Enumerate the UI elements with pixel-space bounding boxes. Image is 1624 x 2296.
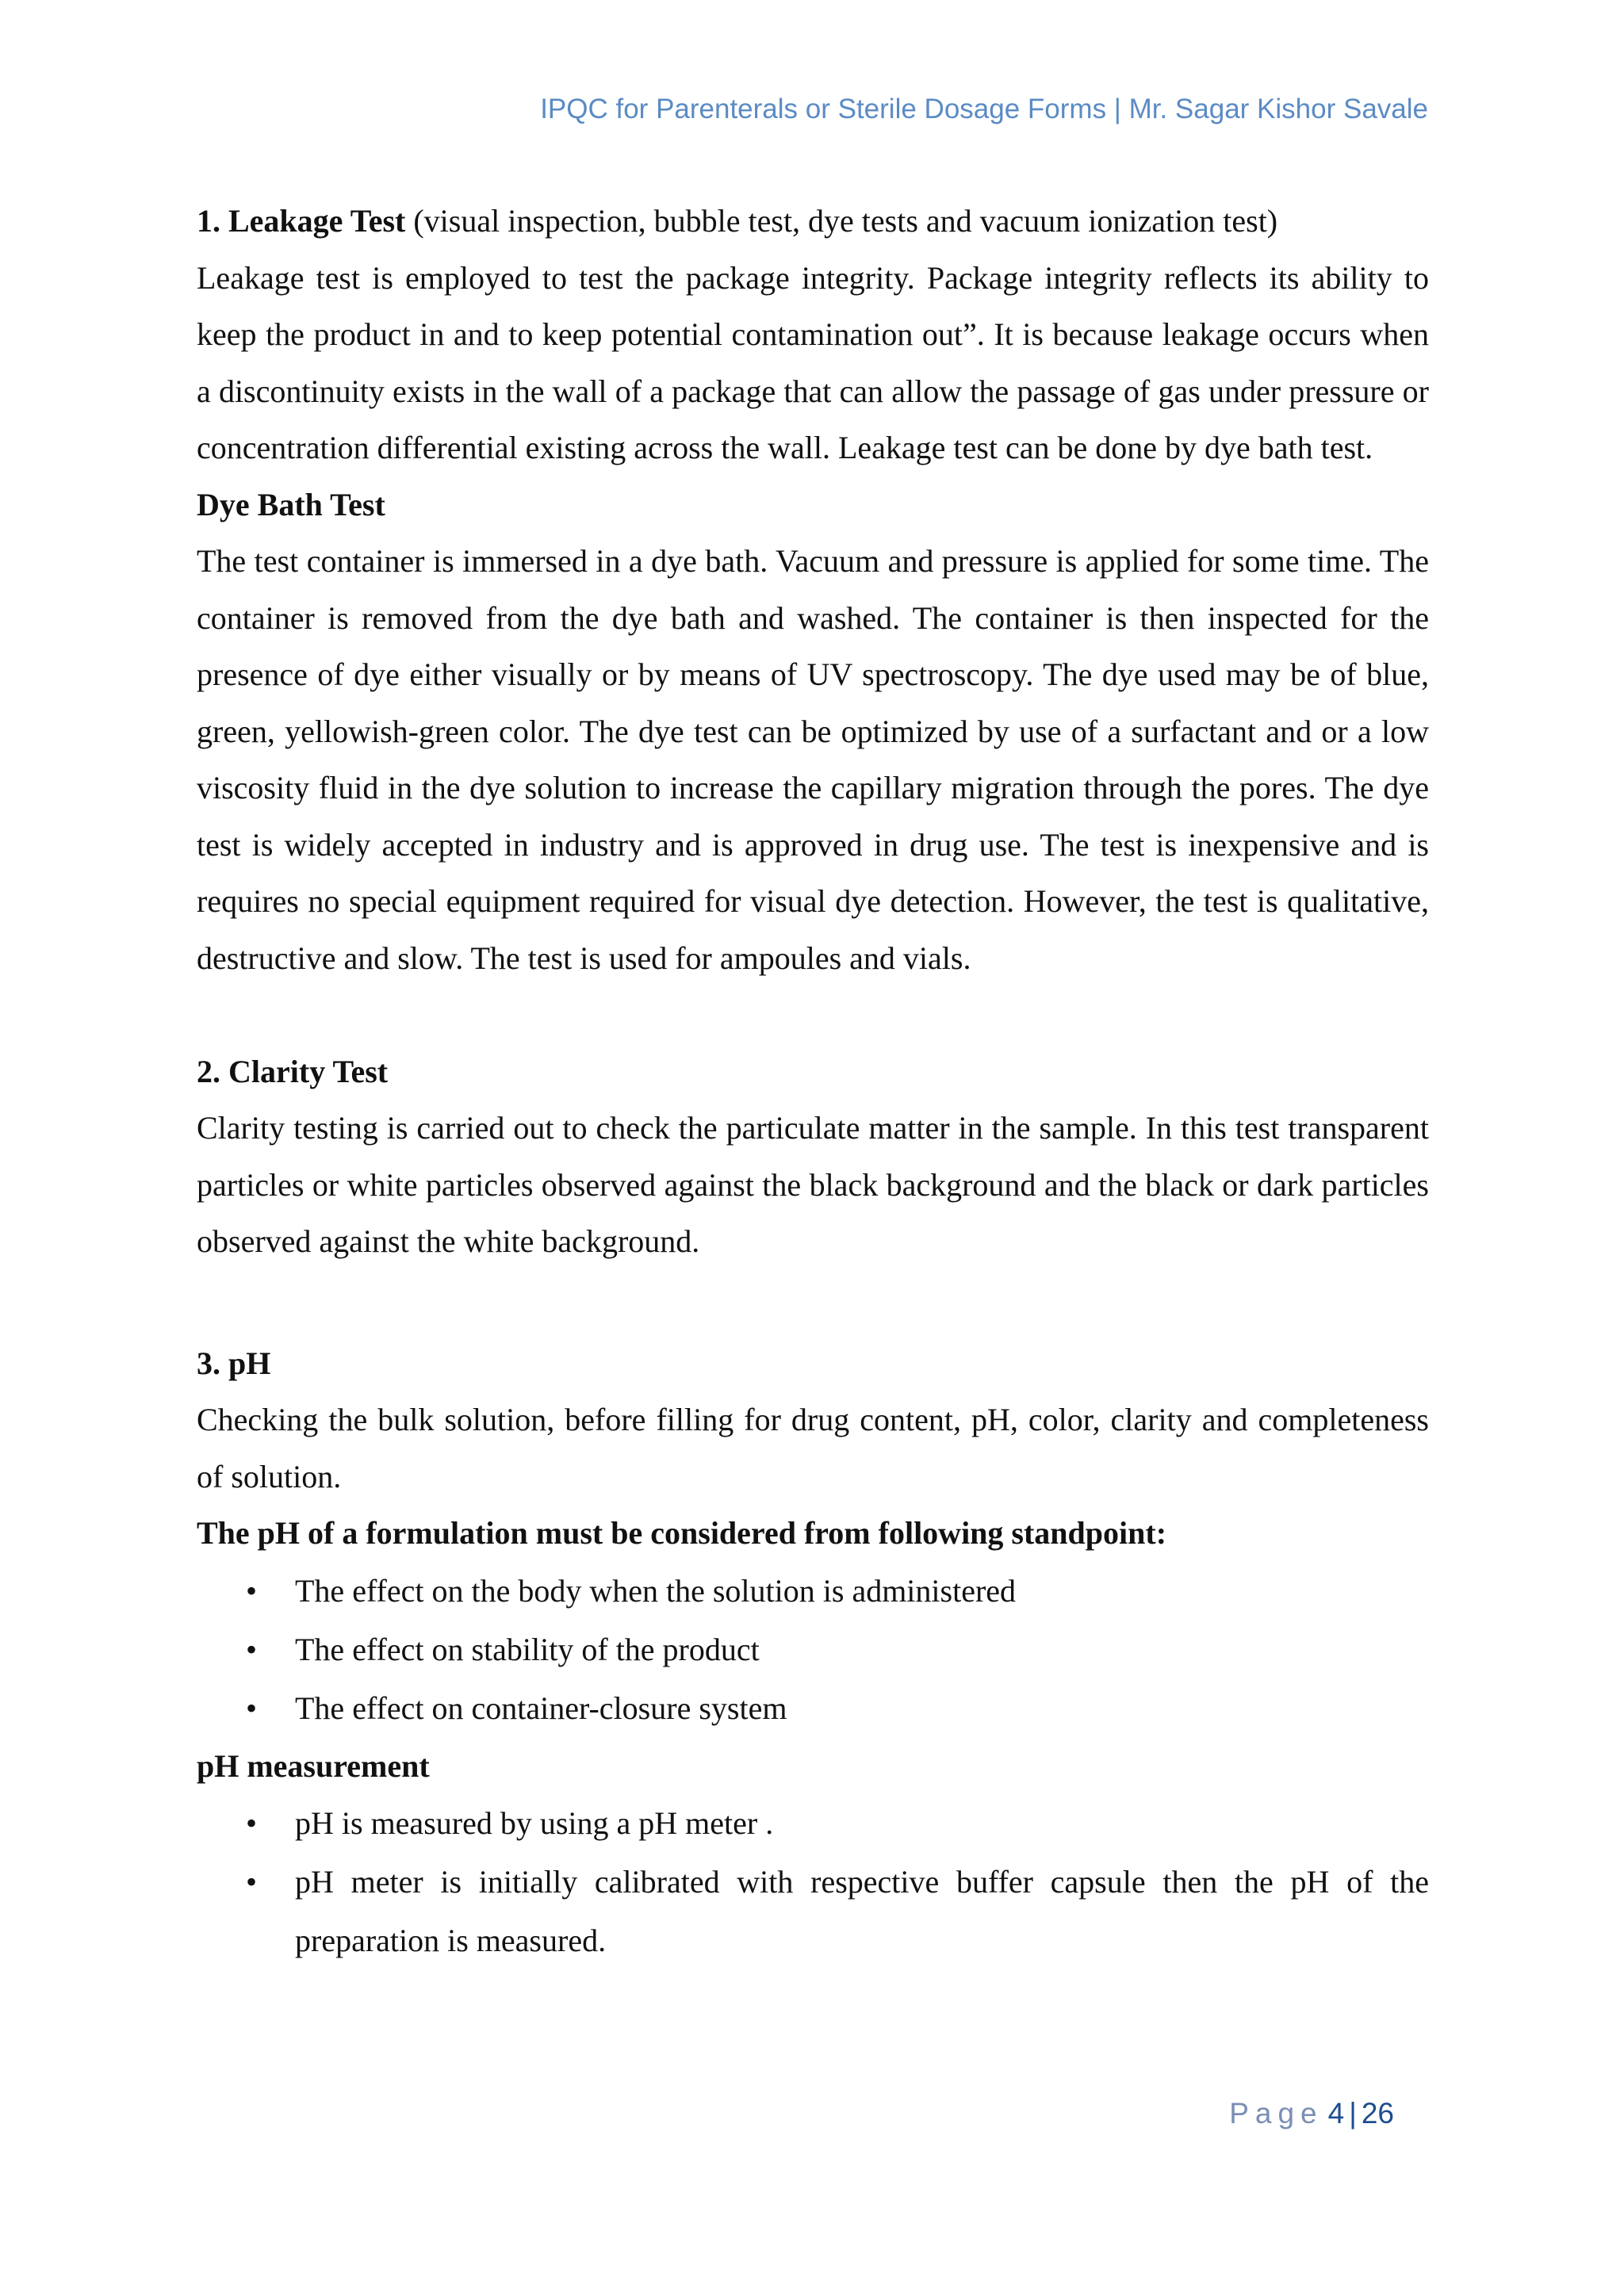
ph-measurement-heading: pH measurement bbox=[197, 1747, 430, 1784]
list-item bbox=[246, 1853, 1429, 1970]
list-item bbox=[246, 1794, 1429, 1853]
ph-standpoint-list bbox=[197, 1562, 1429, 1738]
page-content bbox=[197, 193, 1429, 1970]
list-item bbox=[246, 1562, 1429, 1621]
leakage-heading-note: (visual inspection, bubble test, dye tests and vacuum ionization test) bbox=[405, 203, 1278, 239]
dye-bath-heading: Dye Bath Test bbox=[197, 486, 385, 522]
page-footer bbox=[1229, 2097, 1394, 2130]
list-item-text: The effect on container-closure system bbox=[295, 1689, 787, 1726]
bullet-icon: • bbox=[246, 1805, 258, 1841]
bullet-icon: • bbox=[246, 1689, 258, 1726]
ph-heading: 3. pH bbox=[197, 1345, 271, 1381]
list-item bbox=[246, 1679, 1429, 1738]
ph-measurement-list bbox=[197, 1794, 1429, 1970]
section-spacer bbox=[197, 986, 1429, 1043]
list-item-text: pH meter is initially calibrated with respective buffer capsule then the pH of the preparation is measured. bbox=[295, 1864, 1429, 1958]
dye-bath-body: The test container is immersed in a dye bath. Vacuum and pressure is applied for some time. The container is removed from the dye bath and washed. The container is then inspected for the presence of dye either visually or by means of UV spectroscopy. The dye used may be of blue, green, yellowish-green color. The dye test can be optimized by use of a surfactant and or a low viscosity fluid in the dye solution to increase the capillary migration through the pores. The dye test is widely accepted in industry and is approved in drug use. The test is inexpensive and is requires no special equipment required for visual dye detection. However, the test is qualitative, destructive and slow. The test is used for ampoules and vials. bbox=[197, 543, 1429, 976]
ph-standpoint-heading: The pH of a formulation must be considered from following standpoint: bbox=[197, 1515, 1167, 1551]
section-spacer bbox=[197, 1270, 1429, 1335]
ph-body: Checking the bulk solution, before filling for drug content, pH, color, clarity and completeness of solution. bbox=[197, 1402, 1429, 1494]
list-item-text: The effect on stability of the product bbox=[295, 1631, 760, 1667]
list-item-text: pH is measured by using a pH meter . bbox=[295, 1805, 774, 1841]
bullet-icon: • bbox=[246, 1631, 258, 1667]
total-pages: 26 bbox=[1361, 2097, 1394, 2130]
bullet-icon: • bbox=[246, 1864, 258, 1900]
running-header: IPQC for Parenterals or Sterile Dosage Forms | Mr. Sagar Kishor Savale bbox=[540, 94, 1428, 124]
bullet-icon: • bbox=[246, 1572, 258, 1609]
clarity-body: Clarity testing is carried out to check the particulate matter in the sample. In this test transparent particles or white particles observed against the black background and the black or dark particles observed against the white background. bbox=[197, 1110, 1429, 1259]
leakage-heading: 1. Leakage Test bbox=[197, 203, 406, 239]
page-label: Page bbox=[1229, 2097, 1323, 2130]
leakage-body: Leakage test is employed to test the package integrity. Package integrity reflects its ability to keep the product in and to keep potential contamination out”. It is because leakage occurs when a discontinuity exists in the wall of a package that can allow the passage of gas under pressure or concentration differential existing across the wall. Leakage test can be done by dye bath test. bbox=[197, 259, 1429, 465]
list-item-text: The effect on the body when the solution is administered bbox=[295, 1572, 1017, 1609]
page-separator: | bbox=[1349, 2097, 1357, 2130]
page-number: 4 bbox=[1327, 2097, 1345, 2130]
leakage-heading-line bbox=[197, 193, 1429, 250]
clarity-heading: 2. Clarity Test bbox=[197, 1053, 389, 1089]
list-item bbox=[246, 1621, 1429, 1679]
